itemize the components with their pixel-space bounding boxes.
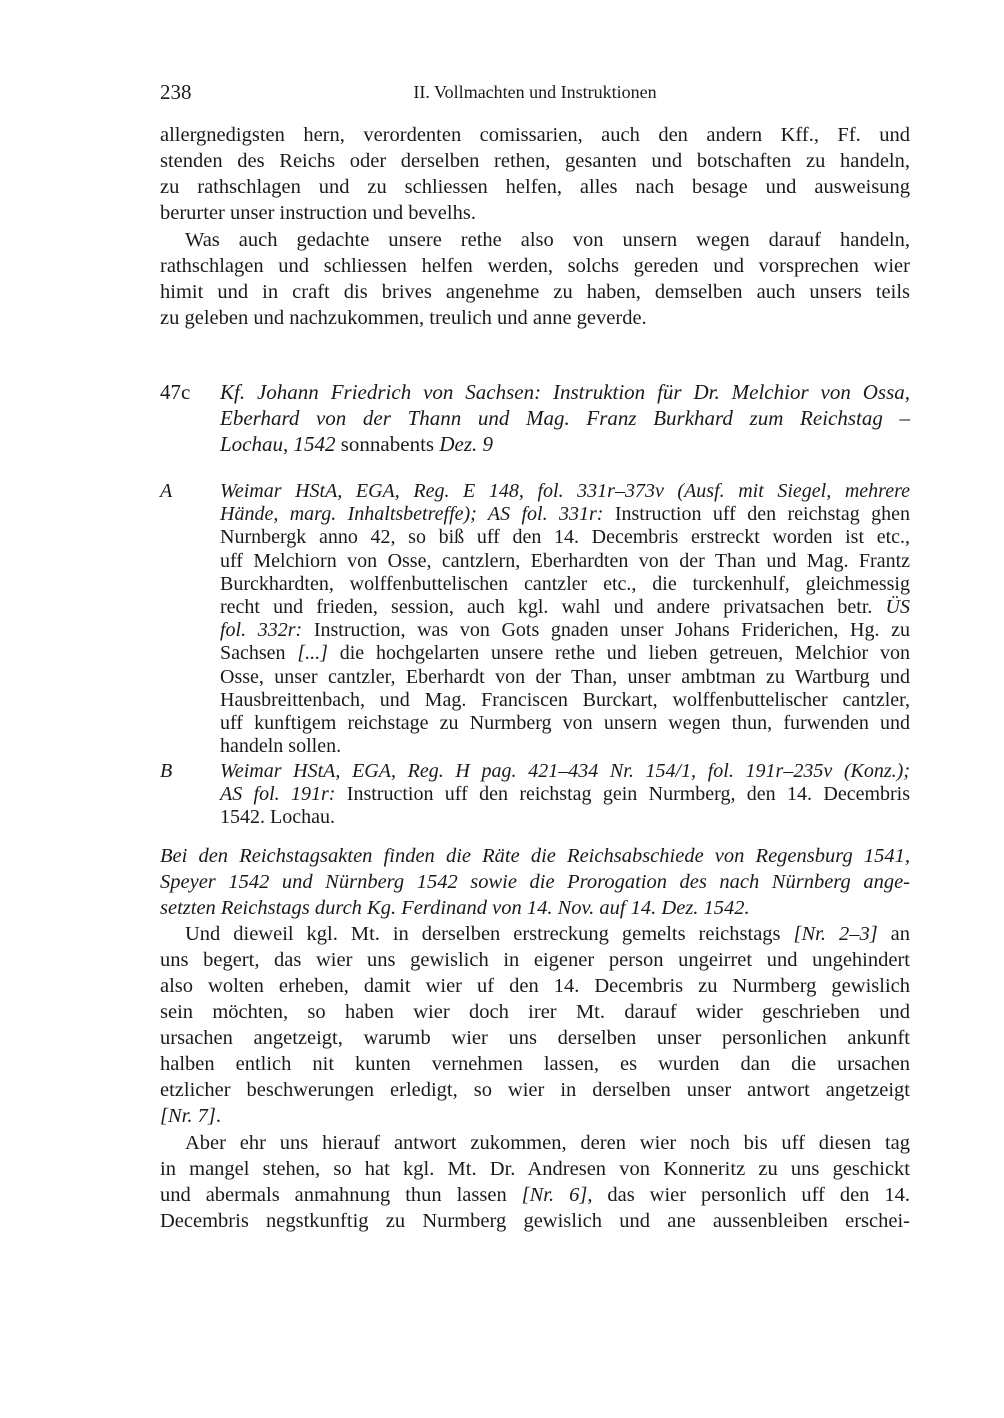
text: Aber ehr uns hierauf antwort zukommen, deren wier noch bis uff diesen tag <box>185 1132 910 1154</box>
quote: handeln sollen. <box>220 735 342 758</box>
text: , das wier personlich uff den 14. <box>587 1184 910 1206</box>
body-paragraph-2 <box>160 1130 910 1234</box>
title-line <box>220 431 910 457</box>
quote: Instruction uff den reichstag gein Nurmberg, den 14. Decembris <box>335 783 911 806</box>
quote: die hochgelarten unsere rethe und lieben getreuen, Melchior von <box>327 642 910 665</box>
source-siglum: A <box>160 480 173 502</box>
quote: uff Melchiorn von Osse, cantzlern, Eberhardten von der Than und Mag. Frantz <box>220 549 910 572</box>
quote: Sachsen <box>220 642 298 665</box>
text: etzlicher beschwerungen erledigt, so wier in derselben unser antwort angetzeigt <box>160 1079 910 1101</box>
text: . <box>215 1105 221 1127</box>
opening-paragraph-2 <box>160 227 910 331</box>
archival-ref: Weimar HStA, EGA, Reg. E 148, fol. 331r–373v (Ausf. mit Siegel, mehrere <box>220 480 910 502</box>
opening-paragraph-1 <box>160 122 910 226</box>
archival-ref: Weimar HStA, EGA, Reg. H pag. 421–434 Nr. 154/1, fol. 191r–235v (Konz.); <box>220 760 910 782</box>
cross-reference: [Nr. 6] <box>521 1184 588 1206</box>
summary-line: Speyer 1542 und Nürnberg 1542 sowie die Prorogation des nach Nürnberg ange- <box>160 871 910 893</box>
text: und abermals anmahnung thun lassen <box>160 1184 522 1206</box>
text-line: himit und in craft dis brives angenehme zu haben, demselben auch unsers teils <box>160 281 910 303</box>
quote: Nurnbergk anno 42, so biß uff den 14. Decembris erstreckt worden ist etc., <box>220 526 910 549</box>
ellipsis: [...] <box>297 642 328 665</box>
quote: 1542. Lochau. <box>220 806 335 829</box>
text: Decembris negstkunftig zu Nurmberg gewislich und ane aussenbleiben erschei- <box>160 1210 910 1232</box>
summary-line: setzten Reichstags durch Kg. Ferdinand von 14. Nov. auf 14. Dez. 1542. <box>160 897 750 919</box>
quote: Hausbreittenbach, und Mag. Franciscen Burckart, wolffenbuttelischer cantzler, <box>220 688 910 711</box>
page-number: 238 <box>160 80 192 104</box>
body-paragraph-1 <box>160 921 910 1129</box>
quote: Osse, unser cantzler, Eberhardt von der Than, unser ambtman zu Wartburg und <box>220 665 910 688</box>
source-description <box>220 760 910 830</box>
quote: Instruction, was von Gots gnaden unser Johans Friderichen, Hg. zu <box>302 619 910 642</box>
text: in mangel stehen, so hat kgl. Mt. Dr. Andresen von Konneritz zu uns geschickt <box>160 1158 910 1180</box>
quote: Instruction uff den reichstag ghen <box>603 503 910 526</box>
quote: uff kunftigem reichstage zu Nurmberg von unsern wegen thun, furwenden und <box>220 711 910 734</box>
text-line: berurter unser instruction und bevelhs. <box>160 202 476 224</box>
quote: Burckhardten, wolffenbuttelischen cantzler etc., die turckenhulf, gleichmessig <box>220 572 910 595</box>
text-line: Was auch gedachte unsere rethe also von unsern wegen darauf handeln, <box>185 229 910 251</box>
text-line: zu geleben und nachzukommen, treulich und anne geverde. <box>160 307 647 329</box>
cross-reference: [Nr. 2–3] <box>793 923 878 945</box>
text: an <box>877 923 910 945</box>
text: ursachen angetzeigt, warumb wier uns derselben unser personlichen ankunft <box>160 1027 910 1049</box>
document-title <box>220 379 910 457</box>
running-title: II. Vollmachten und Instruktionen <box>413 82 657 102</box>
archival-ref: Hände, marg. Inhaltsbetreffe); AS fol. 331r: <box>220 503 604 526</box>
text-line: rathschlagen und schliessen helfen werden, solchs gereden und vorsprechen wier <box>160 255 910 277</box>
page-header <box>160 80 910 108</box>
summary-line: Bei den Reichstagsakten finden die Räte die Reichsabschiede von Regensburg 1541, <box>160 845 910 867</box>
document-number: 47c <box>160 380 191 404</box>
text-line: allergnedigsten hern, verordenten comissarien, auch den andern Kff., Ff. und <box>160 124 910 146</box>
cross-reference: [Nr. 7] <box>160 1105 216 1127</box>
text: sein möchten, so haben wier doch irer Mt. darauf wider geschrieben und <box>160 1001 910 1023</box>
text: halben entlich nit kunten vernehmen lassen, es wurden dan die ursachen <box>160 1053 910 1075</box>
title-line: Kf. Johann Friedrich von Sachsen: Instruktion für Dr. Melchior von Ossa, <box>220 380 910 404</box>
date: Dez. 9 <box>439 432 493 456</box>
text: uns begert, das wier uns gewislich in eigener person ungeirret und ungehindert <box>160 949 910 971</box>
editorial-summary <box>160 843 910 921</box>
title-line: Eberhard von der Thann und Mag. Franz Burkhard zum Reichstag – <box>220 406 910 430</box>
archival-ref: AS fol. 191r: <box>220 783 336 806</box>
archival-ref: ÜS <box>885 595 910 618</box>
source-siglum: B <box>160 760 173 782</box>
source-description <box>220 480 910 758</box>
archival-ref: fol. 332r: <box>220 619 303 642</box>
text: Und dieweil kgl. Mt. in derselben erstreckung gemelts reichstags <box>185 923 794 945</box>
place-date: Lochau, 1542 <box>220 432 336 456</box>
quote: recht und frieden, session, auch kgl. wahl und andere privatsachen betr. <box>220 595 886 618</box>
text-line: stenden des Reichs oder derselben rethen, gesanten und botschaften zu handeln, <box>160 150 910 172</box>
text-line: zu rathschlagen und zu schliessen helfen, alles nach besage und ausweisung <box>160 176 910 198</box>
text: also wolten erheben, damit wier uf den 14. Decembris zu Nurmberg gewislich <box>160 975 910 997</box>
weekday: sonnabents <box>340 432 435 456</box>
